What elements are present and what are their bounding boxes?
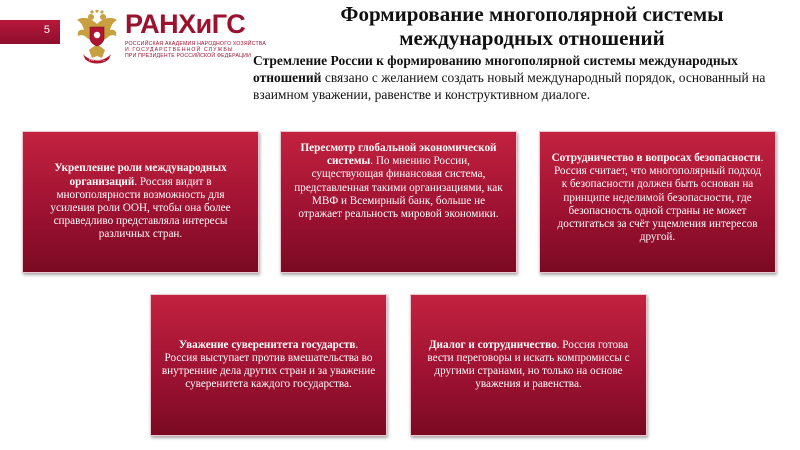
card-heading: Диалог и сотрудничество [428, 338, 557, 351]
card-heading: Сотрудничество в вопросах безопасности [551, 152, 761, 164]
card-body: . По мнению России, существующая финансовая система, представленная такими организациями, как МВФ и Всемирный банк, больше не отражает реальность мировой экономики. [294, 155, 503, 221]
card-text [421, 339, 636, 392]
logo-line-3: ПРИ ПРЕЗИДЕНТЕ РОССИЙСКОЙ ФЕДЕРАЦИИ [125, 53, 252, 59]
double-headed-eagle-icon [75, 10, 119, 66]
card-text [33, 162, 248, 241]
slide-number: 5 [43, 24, 50, 36]
card-body: . Россия считает, что многополярный подход к безопасности должен быть основан на принципе неделимой безопасности, где безопасность одной страны не может достигаться за счёт ущемления интересов другой. [553, 152, 764, 244]
card-state-sovereignty [150, 294, 387, 436]
svg-text:РАНХиГС: РАНХиГС [89, 58, 105, 62]
card-international-organizations [22, 131, 259, 273]
logo-line-2: И ГОСУДАРСТВЕННОЙ СЛУЖБЫ [125, 47, 234, 53]
lead-bold: Стремление России к формированию многополярной системы международных отношений [253, 53, 738, 85]
logo-name: РАНХиГС [125, 9, 246, 39]
logo-line-1: РОССИЙСКАЯ АКАДЕМИЯ НАРОДНОГО ХОЗЯЙСТВА [125, 41, 266, 47]
card-text [291, 138, 506, 221]
slide-number-bar [0, 20, 60, 44]
card-body: . Россия видит в многополярности возможность для усиления роли ООН, чтобы она более справедливо представляла интересы различных стран. [50, 175, 231, 241]
lead-paragraph [253, 52, 793, 103]
card-heading: Уважение суверенитета государств [178, 338, 356, 351]
card-body: . Россия готова вести переговоры и искать компромиссы с другими странами, но только на основе уважения и равенства. [427, 338, 630, 391]
card-heading: Укрепление роли международных организаций [54, 162, 227, 188]
slide-title-line-2: международных отношений [399, 26, 665, 50]
card-heading: Пересмотр глобальной экономической системы [300, 142, 497, 168]
ranepa-logo [75, 10, 275, 70]
slide-title [272, 2, 792, 50]
card-dialogue-cooperation [410, 294, 647, 436]
card-body: . Россия выступает против вмешательства во внутренние дела других стран и за уважение суверенитета каждого государства. [161, 338, 376, 391]
lead-rest: связано с желанием создать новый международный порядок, основанный на взаимном уважении, равенстве и конструктивном диалоге. [253, 70, 766, 102]
slide-title-line-1: Формирование многополярной системы [340, 2, 724, 26]
card-security-cooperation [539, 131, 776, 273]
card-text [161, 339, 376, 392]
card-text [550, 138, 765, 244]
card-economic-system [280, 131, 517, 273]
